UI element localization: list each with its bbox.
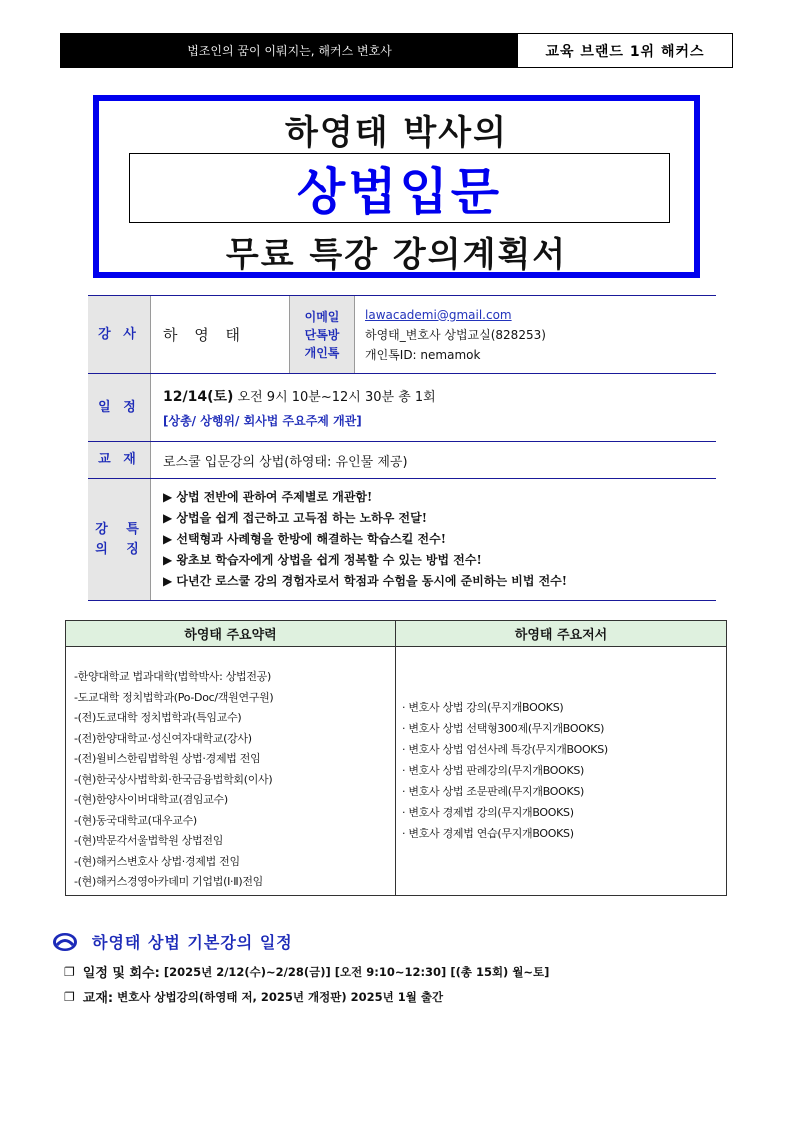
feature-item: ▶ 선택형과 사례형을 한방에 해결하는 학습스킬 전수! [163,532,446,546]
career-item: -(전)도쿄대학 정치법학과(특임교수) [74,711,242,724]
features-list [163,487,567,592]
basic-course-schedule-line [64,962,549,981]
title-caption: 무료 특강 강의계획서 [225,235,568,275]
header-slogan: 법조인의 꿈이 이뤄지는, 해커스 변호사 [61,34,518,67]
feature-item: ▶ 왕초보 학습자에게 상법을 쉽게 정복할 수 있는 방법 전수! [163,553,482,567]
career-books-body [66,647,726,895]
group-chat-text: 하영태_변호사 상법교실(828253) [365,327,546,342]
career-item: -(현)해커스변호사 상법·경제법 전임 [74,854,240,868]
career-item: -(현)동국대학교(대우교수) [74,813,197,827]
career-item: -(현)한양사이버대학교(겸임교수) [74,793,228,806]
career-item: -(현)한국상사법학회·한국금융법학회(이사) [74,772,273,786]
features-row [88,479,716,601]
books-list [402,697,726,844]
book-item: · 변호사 상법 조문판례(무지개BOOKS) [402,785,585,798]
career-item: -(전)윌비스한림법학원 상법·경제법 전임 [74,752,261,765]
cloud-badge-icon [52,932,78,952]
header-bar [60,33,733,68]
textbook-row [88,442,716,479]
textbook-key: 교재: [82,991,114,1006]
books-column [396,647,726,895]
schedule-key: 일정 및 회수: [82,966,160,981]
title-subtitle: 하영태 박사의 [285,113,508,153]
contact-label-personal: 개인톡 [304,345,340,360]
career-books-header [66,621,726,647]
title-main: 상법입문 [296,163,503,221]
feature-item: ▶ 상법을 쉽게 접근하고 고득점 하는 노하우 전달! [163,511,427,525]
schedule-main [163,386,436,406]
textbook-label: 교 재 [88,442,151,478]
schedule-topic: [상총/ 상행위/ 회사법 주요주제 개관] [163,414,362,428]
title-box [93,95,700,278]
features-cell [151,479,567,600]
header-brand: 교육 브랜드 1위 해커스 [518,34,732,67]
career-header: 하영태 주요약력 [66,621,396,646]
instructor-row [88,296,716,374]
book-item: · 변호사 상법 선택형300제(무지개BOOKS) [402,722,605,735]
features-label-line1: 강 의 [95,521,112,557]
career-item: -(전)한양대학교·성신여자대학교(강사) [74,731,252,745]
basic-course-textbook-line [64,987,443,1006]
career-list [74,667,395,893]
contact-label [289,296,355,373]
info-table [88,295,716,601]
schedule-cell [151,374,436,441]
personal-id-text: 개인톡ID: nemamok [365,347,481,362]
basic-course-heading [52,930,293,953]
instructor-name: 하 영 태 [163,326,247,344]
checkbox-bullet-icon: ❐ [64,989,75,1004]
career-item: -한양대학교 법과대학(법학박사: 상법전공) [74,670,271,683]
checkbox-bullet-icon: ❐ [64,964,75,979]
schedule-time: 오전 9시 10분~12시 30분 총 1회 [237,390,436,405]
book-item: · 변호사 경제법 연습(무지개BOOKS) [402,827,574,840]
book-item: · 변호사 상법 강의(무지개BOOKS) [402,701,564,714]
textbook-value: 변호사 상법강의(하영태 저, 2025년 개정판) 2025년 1월 출간 [117,989,444,1004]
contact-cell [355,296,546,373]
textbook-text: 로스쿨 입문강의 상법(하영태: 유인물 제공) [163,454,408,470]
schedule-row [88,374,716,442]
features-label [88,479,151,600]
career-books-table [65,620,727,896]
feature-item: ▶ 다년간 로스쿨 강의 경험자로서 학점과 수험을 동시에 준비하는 비법 전수! [163,574,568,588]
schedule-label: 일 정 [88,374,151,441]
schedule-value: [2025년 2/12(수)~2/28(금)] [오전 9:10~12:30] [(총 15회) 월~토] [163,964,550,979]
instructor-label: 강 사 [88,296,151,373]
contact-label-group: 단톡방 [304,327,340,342]
basic-course-title: 하영태 상법 기본강의 일정 [92,933,293,952]
contact-label-email: 이메일 [304,309,340,324]
schedule-date: 12/14(토) [163,389,234,405]
feature-item: ▶ 상법 전반에 관하여 주제별로 개관함! [163,490,373,504]
book-item: · 변호사 상법 판례강의(무지개BOOKS) [402,764,585,777]
features-label-line2: 특 징 [126,521,143,557]
career-item: -도교대학 정치법학과(Po-Doc/객원연구원) [74,690,274,704]
book-item: · 변호사 상법 엄선사례 특강(무지개BOOKS) [402,743,608,756]
book-item: · 변호사 경제법 강의(무지개BOOKS) [402,806,574,819]
career-column [66,647,396,895]
email-link[interactable]: lawacademi@gmail.com [365,307,512,322]
books-header: 하영태 주요저서 [514,628,608,643]
title-inner-box [129,153,670,223]
career-item: -(현)해커스경영아카데미 기업법(Ⅰ·Ⅱ)전임 [74,875,263,888]
career-item: -(현)박문각서울법학원 상법전임 [74,834,224,847]
